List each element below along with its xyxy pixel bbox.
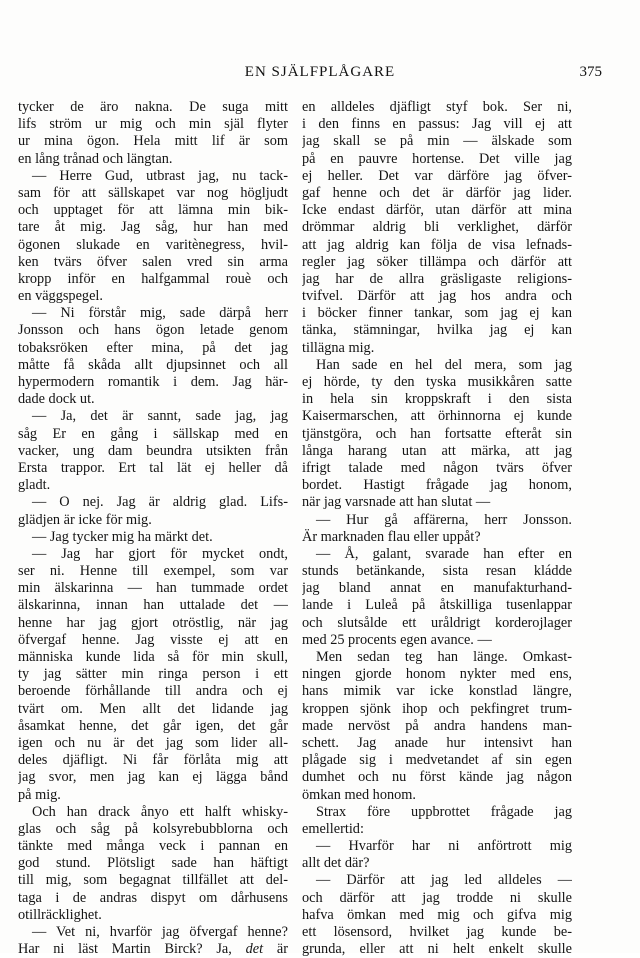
text-line: kropp inför en halfgammal rouè och [18, 270, 288, 287]
text-line: emellertid: [302, 820, 364, 837]
text-line: lifs ström ur mig och min själ flyter [18, 116, 288, 133]
text-line: långa harang utan att märka, att jag [302, 442, 572, 459]
text-line: — Ja, det är sannt, sade jag, jag [32, 408, 288, 425]
text-line: in hela sin kroppskraft i den sista [302, 391, 572, 408]
text-line: god stund. Plötsligt sade han häftigt [18, 855, 288, 872]
text-line: Men sedan teg han länge. Omkast- [316, 649, 572, 665]
text-line: grunda, eller att ni helt enkelt skulle [302, 941, 572, 958]
text-line: — Herre Gud, utbrast jag, nu tack- [32, 167, 288, 184]
text-line: hafva ömkan med mig och gifva mig [302, 906, 572, 923]
text-line: min älskarinna — han tummade ordet [18, 580, 288, 597]
text-line: tvifvel. Därför att jag hos andra och [302, 288, 572, 305]
text-line: dumhet och nu först kände jag någon [302, 769, 572, 786]
text-line: ifrigt talade med någon tvärs öfver [302, 459, 572, 476]
text-line: människa kunde lida så för min skull, [18, 649, 288, 665]
text-line: vacker, ung dam beundra utsikten från [18, 442, 288, 459]
text-line: åsamkat henne, det går igen, det går [18, 717, 288, 734]
text-line: jag svor, men jag kan ej lägga bånd [18, 769, 288, 786]
text-line: och slutsålde ett uråldrigt korderojlager [302, 614, 572, 631]
chapter-title: EN SJÄLFPLÅGARE [244, 64, 396, 80]
text-line: hypermodern romantik i dem. Jag här- [18, 374, 288, 390]
text-line: tillägna mig. [302, 339, 375, 356]
text-line: gladt. [18, 477, 51, 494]
text-line: Jonsson och hans ögon letade genom [18, 322, 288, 339]
text-line: taga i de andras dispyt om dårhusens [18, 889, 288, 906]
text-line: — Jag har gjort för mycket ondt, [32, 545, 288, 562]
text-line: beroende förhållande till andra och ej [18, 683, 288, 700]
text-line: — Vet ni, hvarför jag öfvergaf henne? [32, 924, 288, 940]
text-line: regler jag söker tillämpa och därför att [302, 253, 572, 270]
text-line: på en pauvre hortense. Det ville jag [302, 150, 572, 167]
text-line: på mig. [18, 786, 61, 803]
text-line: allt det där? [302, 855, 370, 872]
text-line: att jag aldrig kan följa de visa lefnads- [302, 236, 572, 253]
text-line: — Jag tycker mig ha märkt det. [32, 528, 213, 545]
text-line: ty jag sätter min ringa person i ett [18, 666, 288, 683]
text-line: Ersta trappor. Ert tal lät ej heller då [18, 459, 288, 476]
text-line: och upptaget för att lämna min bik- [18, 202, 288, 219]
text-line: Icke endast därför, utan därför att mina [302, 202, 572, 219]
text-line: ken tvärs öfver salen vred sin arma [18, 253, 288, 270]
text-line: Är marknaden flau eller uppåt? [302, 528, 481, 545]
text-line: Har ni läst Martin Birck? Ja, det är [18, 941, 288, 958]
page-number: 375 [579, 64, 602, 80]
text-line: Kaisermarschen, att örhinnorna ej kunde [302, 408, 572, 425]
text-line: ur mina ögon. Hela mitt lif är som [18, 133, 288, 150]
text-line: tycker de äro nakna. De suga mitt [18, 99, 288, 115]
text-line: bordet. Hastigt frågade jag honom, [302, 477, 572, 494]
text-line: såg Er en gång i sällskap med en [18, 425, 288, 442]
text-line: glädjen är icke för mig. [18, 511, 152, 528]
text-line: — Hur gå affärerna, herr Jonsson. [316, 511, 572, 528]
text-line: ej heller. Det var därföre jag öfver- [302, 167, 572, 184]
text-line: Strax före uppbrottet frågade jag [316, 803, 572, 820]
text-line: en alldeles djäfligt styf bok. Ser ni, [302, 99, 572, 115]
text-line: jag har de allra gräsligaste religions- [302, 270, 572, 287]
text-line: schett. Jag anade hur intensivt han [302, 734, 572, 751]
running-header [0, 64, 640, 86]
text-line: igen och nu är det jag som lider all- [18, 734, 288, 751]
text-line: jag bland annat en manufakturhand- [302, 580, 572, 597]
text-line: tvärt om. Men allt det lidande jag [18, 700, 288, 717]
text-line: gaf henne och det är därför jag lider. [302, 184, 572, 201]
text-line: ett lösensord, hvilket jag kunde be- [302, 924, 572, 940]
emphasized-word: det [245, 941, 264, 958]
text-line: måtte få skåda allt djupsinnet och all [18, 356, 288, 373]
text-line: glas och såg på kolsyrebubblorna och [18, 820, 288, 837]
text-line: hans mimik var icke konstlad längre, [302, 683, 572, 700]
text-line: made nervöst på andra handens man- [302, 717, 572, 734]
text-line: öfvergaf henne. Jag visste ej att en [18, 631, 288, 648]
text-line: — Hvarför har ni anförtrott mig [316, 838, 572, 855]
text-line: tjänstgöra, och han fortsatte efteråt sin [302, 425, 572, 442]
text-column-left [18, 99, 288, 958]
text-line: — Därför att jag led alldeles — [316, 872, 572, 889]
text-line: ser ni. Henne till exempel, som var [18, 563, 288, 580]
text-line: henne har jag gjort otröstlig, när jag [18, 614, 288, 631]
text-line: ömkan med honom. [302, 786, 416, 803]
text-line: otillräcklighet. [18, 906, 102, 923]
text-line: tänkte med många veck i pannan en [18, 838, 288, 855]
text-line: tobaksröken efter mina, på det jag [18, 339, 288, 356]
text-line: när jag varsnade att han slutat — [302, 494, 491, 511]
text-line: sam för att sällskapet var nog högljudt [18, 184, 288, 201]
text-line: plågade sig i medvetandet af sin egen [302, 752, 572, 769]
text-line: ningen gjorde honom nykter med ens, [302, 666, 572, 683]
text-line: ej hörde, ty den tyska musikkåren satte [302, 374, 572, 390]
text-line: i den finns en passus: Jag vill ej att [302, 116, 572, 133]
text-line: drömmar aldrig bli verklighet, därför [302, 219, 572, 236]
text-line: — O nej. Jag är aldrig glad. Lifs- [32, 494, 288, 511]
text-line: Och han drack ånyo ett halft whisky- [32, 803, 288, 820]
text-line: älskarinna, innan han uttalade det — [18, 597, 288, 614]
text-line: Han sade en hel del mera, som jag [316, 356, 572, 373]
text-line: en lång trånad och längtan. [18, 150, 173, 167]
text-line: och därför att jag trodde ni skulle [302, 889, 572, 906]
text-line: ögonen slukade en varitènegress, hvil- [18, 236, 288, 253]
text-line: jag skall se på min — älskade som [302, 133, 572, 150]
text-line: dade dock ut. [18, 391, 95, 408]
text-line: till mig, som begagnat tillfället att del- [18, 872, 288, 889]
text-line: stunds betänkande, sista resan kládde [302, 563, 572, 580]
text-line: kroppen sjönk ihop och pekfingret trum- [302, 700, 572, 717]
text-line: — Å, galant, svarade han efter en [316, 545, 572, 562]
text-line: i böcker finner tankar, som jag ej kan [302, 305, 572, 322]
text-line: en väggspegel. [18, 288, 103, 305]
text-line: lande i Luleå på åtskilliga tusenlappar [302, 597, 572, 614]
text-line: — Ni förstår mig, sade därpå herr [32, 305, 288, 322]
text-line: deles djäfligt. Ni får förlåta mig att [18, 752, 288, 769]
text-line: med 25 procents egen avance. — [302, 631, 492, 648]
text-line: tänka, stämningar, hvilka jag ej kan [302, 322, 572, 339]
text-line: tare åt mig. Jag såg, hur han med [18, 219, 288, 236]
text-column-right [302, 99, 572, 958]
